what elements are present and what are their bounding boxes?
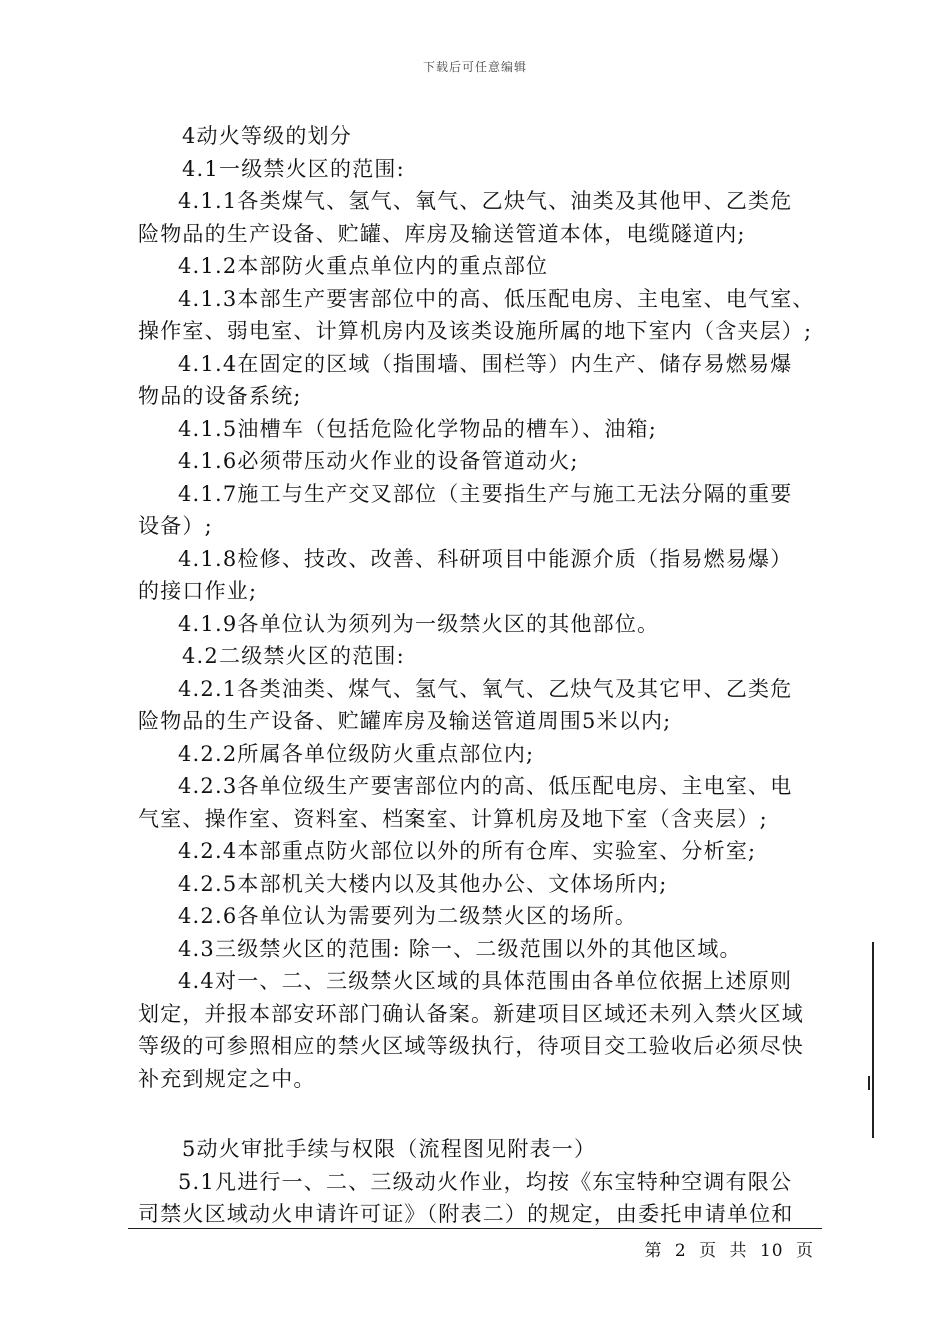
paragraph-line: 4.1.2本部防火重点单位内的重点部位	[178, 254, 549, 278]
paragraph-line: 设备）;	[138, 514, 213, 538]
header-watermark: 下载后可任意编辑	[422, 60, 527, 74]
paragraph-line: 的接口作业;	[138, 579, 258, 603]
document-body	[138, 120, 828, 1231]
paragraph-line: 4.2.6各单位认为需要列为二级禁火区的场所。	[178, 904, 638, 928]
paragraph-line: 4.2.2所属各单位级防火重点部位内;	[178, 741, 535, 766]
page-number: 第 2 页 共 10 页	[644, 1241, 814, 1261]
paragraph-line: 划定，并报本部安环部门确认备案。新建项目区域还未列入禁火区域	[138, 1001, 804, 1026]
paragraph-line: 险物品的生产设备、贮罐库房及输送管道周围5米以内;	[138, 709, 672, 733]
paragraph-line: 补充到规定之中。	[138, 1066, 316, 1091]
paragraph-line: 5.1凡进行一、二、三级动火作业，均按《东宝特种空调有限公	[178, 1169, 793, 1194]
paragraph-line: 等级的可参照相应的禁火区域等级执行，待项目交工验收后必须尽快	[138, 1034, 804, 1058]
section-gap	[138, 1095, 828, 1133]
revision-mark	[868, 1076, 870, 1090]
paragraph-line: 4.3三级禁火区的范围: 除一、二级范围以外的其他区域。	[178, 936, 742, 961]
subsection-heading: 4.1一级禁火区的范围:	[182, 156, 405, 181]
paragraph-line: 险物品的生产设备、贮罐、库房及输送管道本体，电缆隧道内;	[138, 221, 746, 246]
paragraph-line: 4.2.1各类油类、煤气、氢气、氧气、乙炔气及其它甲、乙类危	[178, 676, 793, 701]
paragraph-line: 4.2.5本部机关大楼内以及其他办公、文体场所内;	[178, 871, 668, 896]
paragraph-line: 4.2.3各单位级生产要害部位内的高、低压配电房、主电室、电	[178, 774, 793, 798]
paragraph-line: 司禁火区域动火申请许可证》（附表二）的规定，由委托申请单位和	[138, 1202, 794, 1226]
paragraph-line: 4.1.1各类煤气、氢气、氧气、乙炔气、油类及其他甲、乙类危	[178, 189, 793, 213]
paragraph-line: 4.1.5油槽车（包括危险化学物品的槽车）、油箱;	[178, 416, 658, 441]
section-heading: 5动火审批手续与权限（流程图见附表一）	[182, 1137, 597, 1161]
paragraph-line: 操作室、弱电室、计算机房内及该类设施所属的地下室内（含夹层）;	[138, 319, 813, 343]
paragraph-line: 4.1.6必须带压动火作业的设备管道动火;	[178, 449, 579, 473]
paragraph-line: 4.1.9各单位认为须列为一级禁火区的其他部位。	[178, 611, 660, 636]
paragraph-line: 4.4对一、二、三级禁火区域的具体范围由各单位依据上述原则	[178, 969, 793, 993]
paragraph-line: 4.1.4在固定的区域（指围墙、围栏等）内生产、储存易燃易爆	[178, 351, 793, 376]
section-heading: 4动火等级的划分	[182, 124, 352, 148]
paragraph-line: 4.2.4本部重点防火部位以外的所有仓库、实验室、分析室;	[178, 839, 757, 863]
footer-divider	[128, 1228, 822, 1229]
subsection-heading: 4.2二级禁火区的范围:	[182, 644, 405, 668]
paragraph-line: 4.1.3本部生产要害部位中的高、低压配电房、主电室、电气室、	[178, 286, 815, 311]
paragraph-line: 气室、操作室、资料室、档案室、计算机房及地下室（含夹层）;	[138, 806, 768, 831]
paragraph-line: 物品的设备系统;	[138, 384, 302, 408]
revision-bar	[872, 942, 874, 1138]
paragraph-line: 4.1.8检修、技改、改善、科研项目中能源介质（指易燃易爆）	[178, 546, 793, 571]
paragraph-line: 4.1.7施工与生产交叉部位（主要指生产与施工无法分隔的重要	[178, 481, 793, 506]
